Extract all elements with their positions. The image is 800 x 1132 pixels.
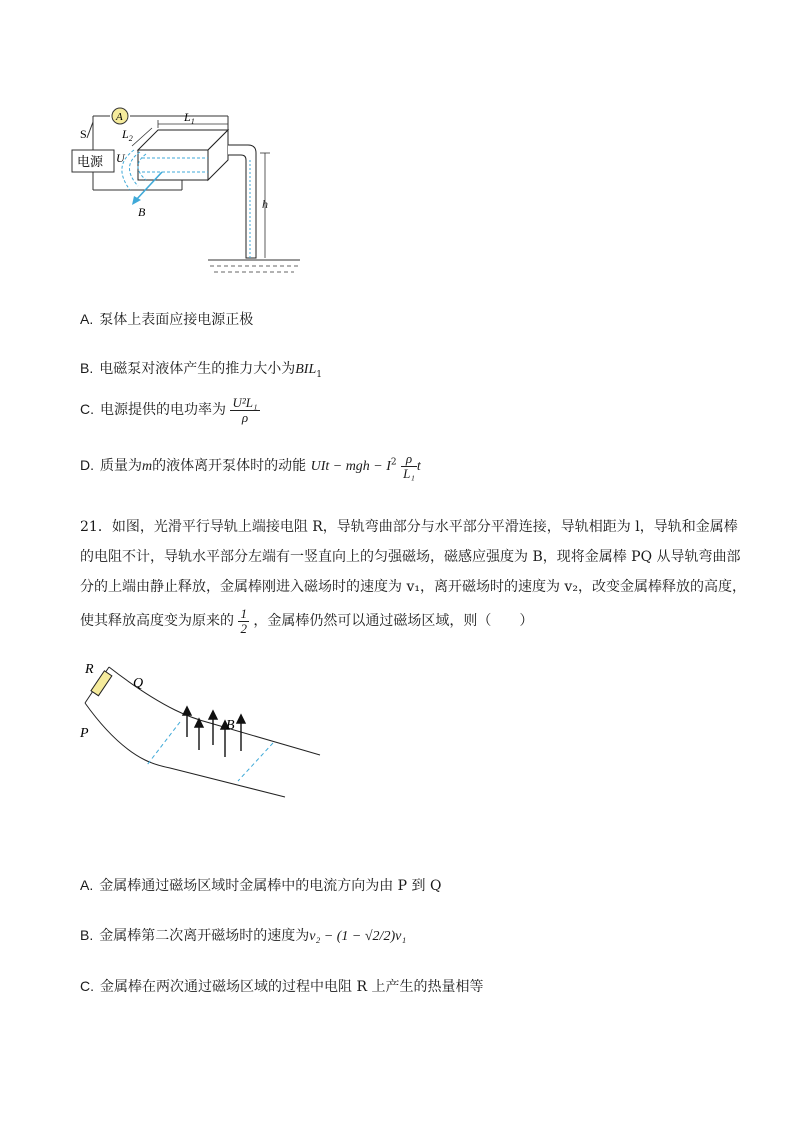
half-fraction: $\frac{1}{2}$	[240, 605, 247, 636]
formula-v2: v₂ − (1 − √2/2)v₁	[309, 929, 407, 944]
rail-lower	[85, 703, 285, 797]
q20-option-d: D. 质量为m的液体离开泵体时的动能 UIt − mgh − $I^2$ $\frac{\rho}{\text{L₁}}$ t	[80, 451, 421, 481]
option-label: B.	[80, 927, 94, 943]
q20-option-c	[80, 396, 260, 424]
q21-line-4: 使其释放高度变为原来的 $\frac{1}{2}$ ，金属棒仍然可以通过磁场区域，则（ ）	[80, 605, 534, 636]
formula-sub: 1	[316, 369, 322, 380]
option-text: 金属棒第二次离开磁场时的速度为	[99, 928, 310, 944]
b-field-arrows	[183, 707, 245, 757]
option-label: D.	[80, 457, 94, 474]
rho-fraction: $\frac{\rho}{\text{L₁}}$	[403, 451, 415, 481]
output-pipe	[228, 145, 256, 258]
power-fraction: $\frac{\text{U²L₁}}{\rho}$	[232, 395, 258, 425]
option-label: A.	[80, 877, 94, 893]
b-label: B	[138, 205, 146, 219]
power-source-label: 电源	[77, 154, 104, 169]
option-text-2: 的液体离开泵体时的动能	[152, 458, 307, 475]
q20-option-b	[80, 358, 322, 380]
q21-line-1: 21．如图，光滑平行导轨上端接电阻 R，导轨弯曲部分与水平部分平滑连接，导轨相距为 l，导轨和金属棒	[80, 519, 738, 535]
h-label: h	[262, 197, 268, 211]
switch-label: S	[80, 127, 87, 141]
pump-front-face	[138, 150, 208, 180]
option-text: 电磁泵对液体产生的推力大小为	[99, 361, 296, 377]
option-text: 金属棒在两次通过磁场区域的过程中电阻 R 上产生的热量相等	[100, 979, 484, 995]
q21-line-3: 分的上端由静止释放，金属棒刚进入磁场时的速度为 v₁，离开磁场时的速度为 v₂，改变金属棒释放的高度，	[80, 579, 746, 595]
q21-stem	[80, 512, 780, 636]
option-label: C.	[80, 401, 94, 418]
formula-energy: UIt − mgh − I	[310, 459, 391, 475]
option-label: B.	[80, 360, 94, 376]
l2-label: $L_2$	[122, 127, 133, 143]
p-label: P	[80, 726, 89, 741]
option-text: 电源提供的电功率为	[100, 402, 226, 419]
switch-blade	[87, 122, 93, 138]
figure-rails-magnetic-field	[75, 655, 335, 805]
q20-option-a	[80, 309, 253, 329]
mass-symbol: m	[142, 459, 153, 475]
b-label: B	[226, 718, 235, 733]
q21-option-c	[80, 976, 483, 996]
field-boundary-right	[238, 743, 273, 781]
option-text: 质量为	[100, 458, 142, 475]
field-boundary-left	[147, 722, 180, 765]
option-label: C.	[80, 978, 94, 994]
l1-label: $L_1$	[184, 110, 195, 126]
r-label: R	[85, 662, 94, 677]
figure-electromagnetic-pump	[60, 100, 320, 285]
q21-line-2: 的电阻不计，导轨水平部分左端有一竖直向上的匀强磁场，磁感应强度为 B，现将金属棒 PQ 从导轨弯曲部	[80, 549, 741, 565]
q21-option-b	[80, 925, 406, 945]
option-text: 泵体上表面应接电源正极	[99, 312, 254, 328]
resistor-r	[91, 671, 112, 696]
u-label: U	[116, 151, 125, 165]
ammeter-label: A	[116, 111, 123, 123]
option-text: 金属棒通过磁场区域时金属棒中的电流方向为由 P 到 Q	[99, 878, 442, 894]
option-label: A.	[80, 311, 94, 327]
formula-bil: BIL	[295, 362, 317, 377]
q21-option-a	[80, 875, 441, 895]
q-label: Q	[133, 676, 144, 691]
